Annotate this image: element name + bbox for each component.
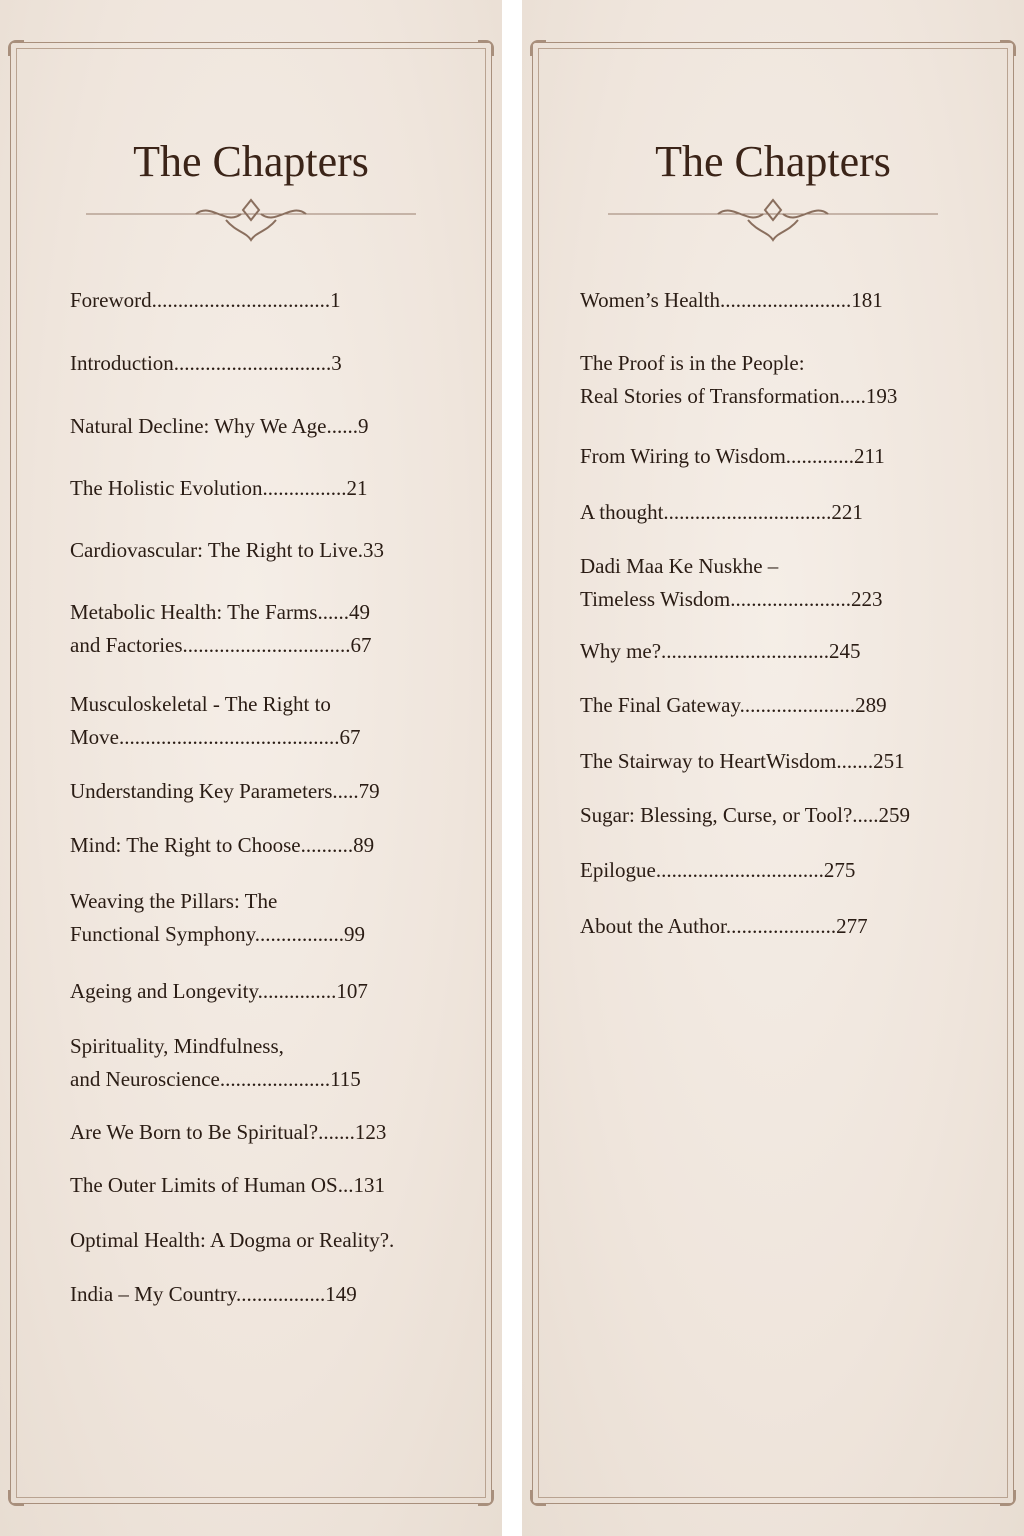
toc-entry-line: The Holistic Evolution................21 xyxy=(70,476,368,500)
toc-entry xyxy=(70,829,440,862)
toc-entry-line: Epilogue................................275 xyxy=(580,858,856,882)
toc-entry xyxy=(70,1169,440,1202)
toc-entry xyxy=(580,745,966,778)
toc-entry-line: Understanding Key Parameters.....79 xyxy=(70,779,380,803)
toc-entry-line: Dadi Maa Ke Nuskhe – xyxy=(580,554,779,578)
toc-entry-line: Are We Born to Be Spiritual?.......123 xyxy=(70,1120,387,1144)
toc-entry xyxy=(580,910,966,943)
toc-entry-line: Functional Symphony.................99 xyxy=(70,922,365,946)
toc-entry-line: Musculoskeletal - The Right to xyxy=(70,692,331,716)
toc-entry xyxy=(580,799,966,832)
toc-entry-line: and Factories................................67 xyxy=(70,633,372,657)
toc-entry-line: The Final Gateway......................289 xyxy=(580,693,887,717)
toc-entry xyxy=(70,1224,440,1257)
toc-entry-line: About the Author.....................277 xyxy=(580,914,868,938)
corner-flourish-icon xyxy=(478,1490,494,1506)
toc-entry-line: Introduction..............................3 xyxy=(70,351,342,375)
flourish-divider-icon xyxy=(608,196,938,246)
toc-entry-line: Sugar: Blessing, Curse, or Tool?.....259 xyxy=(580,803,911,827)
toc-entry xyxy=(70,688,440,754)
toc-entry-line: Metabolic Health: The Farms......49 xyxy=(70,600,370,624)
toc-entry-line: Optimal Health: A Dogma or Reality?. xyxy=(70,1228,395,1252)
toc-entry-line: Foreword..................................1 xyxy=(70,288,341,312)
toc-entry xyxy=(70,596,440,662)
toc-entry xyxy=(70,410,440,443)
toc-entry-line: Move..........................................67 xyxy=(70,725,361,749)
toc-entry-line: India – My Country.................149 xyxy=(70,1282,357,1306)
toc-entry-line: From Wiring to Wisdom.............211 xyxy=(580,444,885,468)
toc-entry-line: Natural Decline: Why We Age......9 xyxy=(70,414,369,438)
toc-entry-line: Weaving the Pillars: The xyxy=(70,889,278,913)
toc-entry-line: A thought................................221 xyxy=(580,500,863,524)
corner-flourish-icon xyxy=(8,40,24,56)
toc-entry-line: Spirituality, Mindfulness, xyxy=(70,1034,284,1058)
toc-entry xyxy=(580,550,966,616)
corner-flourish-icon xyxy=(478,40,494,56)
toc-entry xyxy=(70,775,440,808)
toc-entry xyxy=(580,635,966,668)
toc-entry xyxy=(70,472,440,505)
flourish-divider-icon xyxy=(86,196,416,246)
toc-entry-line: Cardiovascular: The Right to Live.33 xyxy=(70,538,384,562)
toc-entry-line: and Neuroscience.....................115 xyxy=(70,1067,361,1091)
toc-entry xyxy=(580,284,966,317)
toc-entry xyxy=(580,347,966,413)
toc-entry-line: Ageing and Longevity...............107 xyxy=(70,979,368,1003)
toc-entry xyxy=(580,689,966,722)
toc-entry xyxy=(580,854,966,887)
toc-entry xyxy=(70,885,440,951)
toc-entry xyxy=(580,496,966,529)
toc-entry xyxy=(70,347,440,380)
toc-entry-line: The Stairway to HeartWisdom.......251 xyxy=(580,749,905,773)
toc-entry xyxy=(70,1030,440,1096)
corner-flourish-icon xyxy=(530,1490,546,1506)
toc-entry-line: Why me?................................245 xyxy=(580,639,861,663)
toc-entry-line: Timeless Wisdom.......................223 xyxy=(580,587,883,611)
toc-entry xyxy=(70,975,440,1008)
toc-entry xyxy=(70,284,440,317)
right-page xyxy=(522,0,1024,1536)
corner-flourish-icon xyxy=(1000,40,1016,56)
toc-entry-line: Real Stories of Transformation.....193 xyxy=(580,384,898,408)
corner-flourish-icon xyxy=(530,40,546,56)
toc-entry-line: Women’s Health.........................181 xyxy=(580,288,883,312)
toc-entry xyxy=(70,534,440,567)
toc-entry-line: Mind: The Right to Choose..........89 xyxy=(70,833,375,857)
page-title: The Chapters xyxy=(655,137,891,186)
toc-entry xyxy=(70,1278,440,1311)
toc-entry xyxy=(70,1116,440,1149)
corner-flourish-icon xyxy=(1000,1490,1016,1506)
left-page xyxy=(0,0,502,1536)
corner-flourish-icon xyxy=(8,1490,24,1506)
toc-entry-line: The Outer Limits of Human OS...131 xyxy=(70,1173,385,1197)
toc-entry-line: The Proof is in the People: xyxy=(580,351,805,375)
toc-entry xyxy=(580,440,966,473)
page-title: The Chapters xyxy=(133,137,369,186)
